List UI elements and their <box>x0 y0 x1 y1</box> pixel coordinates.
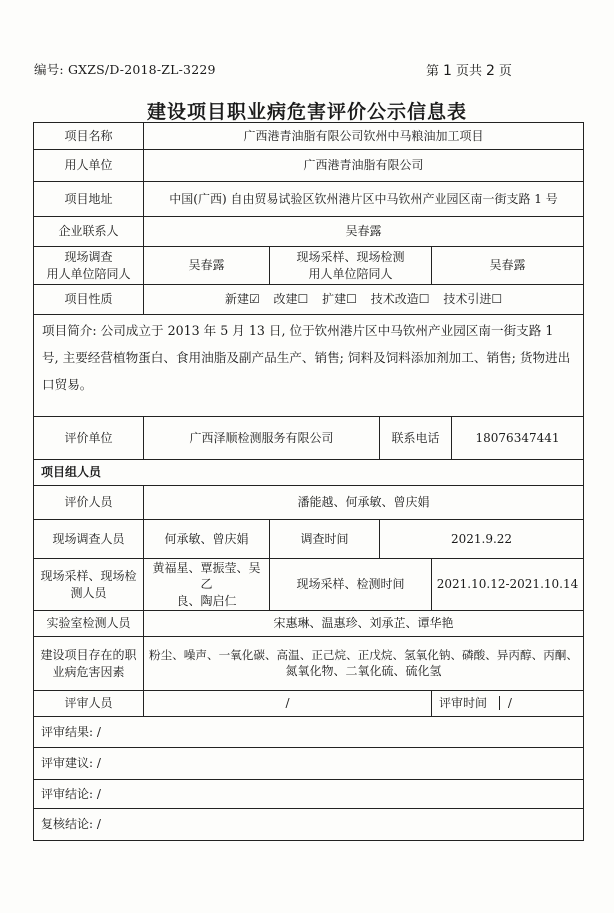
review-advice: 评审建议: / <box>34 748 584 780</box>
page-current: 1 <box>443 63 452 79</box>
survey-escort-value: 吴春露 <box>144 247 270 285</box>
address-label: 项目地址 <box>34 182 144 217</box>
document-title: 建设项目职业病危害评价公示信息表 <box>146 101 467 123</box>
page-prefix: 第 <box>426 64 440 79</box>
page-total: 2 <box>485 63 495 79</box>
project-summary: 项目简介: 公司成立于 2013 年 5 月 13 日, 位于钦州港片区中马钦州产业园区南一街支路 1 号, 主要经营植物蛋白、食用油脂及副产品生产、销售; 饲料及饲料添加剂加工、销售; 货物进出口贸易。 <box>34 315 584 417</box>
address-value: 中国(广西) 自由贸易试验区钦州港片区中马钦州产业园区南一街支路 1 号 <box>144 182 584 217</box>
evaluation-staff-label: 评价人员 <box>34 486 144 520</box>
contact-label: 企业联系人 <box>34 217 144 247</box>
sampling-staff-label-line1: 现场采样、现场检 <box>40 569 137 584</box>
team-header: 项目组人员 <box>34 460 584 486</box>
row-sampling-staff <box>34 559 584 611</box>
employer-value: 广西港青油脂有限公司 <box>144 150 584 182</box>
row-evaluation-staff <box>34 486 584 520</box>
row-address <box>34 182 584 217</box>
sampling-escort-label-line1: 现场采样、现场检测 <box>296 250 405 265</box>
option-tech-import[interactable]: 技术引进☐ <box>443 292 503 307</box>
phone-value: 18076347441 <box>452 417 584 460</box>
hazards-label-line1: 建设项目存在的职 <box>40 648 137 663</box>
row-lab-staff <box>34 611 584 637</box>
row-employer <box>34 150 584 182</box>
sampling-staff-value-line2: 良、陶启仁 <box>176 593 237 608</box>
row-review <box>34 691 584 717</box>
option-expand[interactable]: 扩建☐ <box>322 292 357 307</box>
employer-label: 用人单位 <box>34 150 144 182</box>
row-project-name <box>34 123 584 150</box>
evaluator-label: 评价单位 <box>34 417 144 460</box>
sampling-time-value: 2021.10.12-2021.10.14 <box>432 559 584 611</box>
row-review-result <box>34 717 584 748</box>
sampling-time-label: 现场采样、检测时间 <box>270 559 432 611</box>
info-table <box>33 122 584 841</box>
document-number: 编号: GXZS/D-2018-ZL-3229 <box>34 62 216 77</box>
hazards-value-line2: 氮氧化物、二氧化硫、硫化氢 <box>285 664 442 679</box>
evaluation-staff-value: 潘能越、何承敏、曾庆娟 <box>144 486 584 520</box>
review-time-cell <box>432 691 584 717</box>
hazards-value-line1: 粉尘、噪声、一氧化碳、高温、正己烷、正戊烷、氢氧化钠、磷酸、异丙醇、丙酮、 <box>149 647 578 662</box>
survey-time-label: 调查时间 <box>270 520 380 559</box>
row-team-header <box>34 460 584 486</box>
nature-options <box>144 285 584 315</box>
hazards-label <box>34 637 144 691</box>
sampling-staff-label <box>34 559 144 611</box>
hazards-value <box>144 637 584 691</box>
row-summary <box>34 315 584 417</box>
review-time-label: 评审时间 <box>439 696 488 711</box>
row-contact <box>34 217 584 247</box>
row-hazards <box>34 637 584 691</box>
sampling-staff-value-line1: 黄福星、覃振莹、吴乙 <box>152 561 261 592</box>
review-staff-label: 评审人员 <box>34 691 144 717</box>
contact-value: 吴春露 <box>144 217 584 247</box>
survey-escort-label-line1: 现场调查 <box>64 250 113 265</box>
lab-staff-value: 宋惠琳、温惠珍、刘承芷、谭华艳 <box>144 611 584 637</box>
survey-staff-label: 现场调查人员 <box>34 520 144 559</box>
option-tech-upgrade[interactable]: 技术改造☐ <box>370 292 430 307</box>
project-name-value: 广西港青油脂有限公司钦州中马粮油加工项目 <box>144 123 584 150</box>
sampling-escort-label-line2: 用人单位陪同人 <box>308 266 393 281</box>
lab-staff-label: 实验室检测人员 <box>34 611 144 637</box>
review-time-value: / <box>499 696 512 710</box>
page-indicator <box>426 60 512 79</box>
survey-escort-label <box>34 247 144 285</box>
row-nature <box>34 285 584 315</box>
row-recheck-conclusion <box>34 809 584 841</box>
hazards-label-line2: 业病危害因素 <box>52 664 125 679</box>
sampling-staff-value <box>144 559 270 611</box>
sampling-escort-label <box>270 247 432 285</box>
survey-time-value: 2021.9.22 <box>380 520 584 559</box>
survey-escort-label-line2: 用人单位陪同人 <box>46 266 131 281</box>
review-staff-value: / <box>144 691 432 717</box>
option-rebuild[interactable]: 改建☐ <box>273 292 309 307</box>
row-survey-staff <box>34 520 584 559</box>
review-conclusion: 评审结论: / <box>34 780 584 809</box>
survey-staff-value: 何承敏、曾庆娟 <box>144 520 270 559</box>
page-suffix: 页 <box>498 64 512 79</box>
row-review-conclusion <box>34 780 584 809</box>
row-escort <box>34 247 584 285</box>
row-evaluator <box>34 417 584 460</box>
evaluator-value: 广西泽顺检测服务有限公司 <box>144 417 380 460</box>
option-new[interactable]: 新建☑ <box>224 292 260 307</box>
review-result: 评审结果: / <box>34 717 584 748</box>
row-review-advice <box>34 748 584 780</box>
recheck-conclusion: 复核结论: / <box>34 809 584 841</box>
page-middle: 页共 <box>455 64 482 79</box>
project-name-label: 项目名称 <box>34 123 144 150</box>
sampling-staff-label-line2: 测人员 <box>70 585 107 600</box>
nature-label: 项目性质 <box>34 285 144 315</box>
phone-label: 联系电话 <box>380 417 452 460</box>
sampling-escort-value: 吴春露 <box>432 247 584 285</box>
